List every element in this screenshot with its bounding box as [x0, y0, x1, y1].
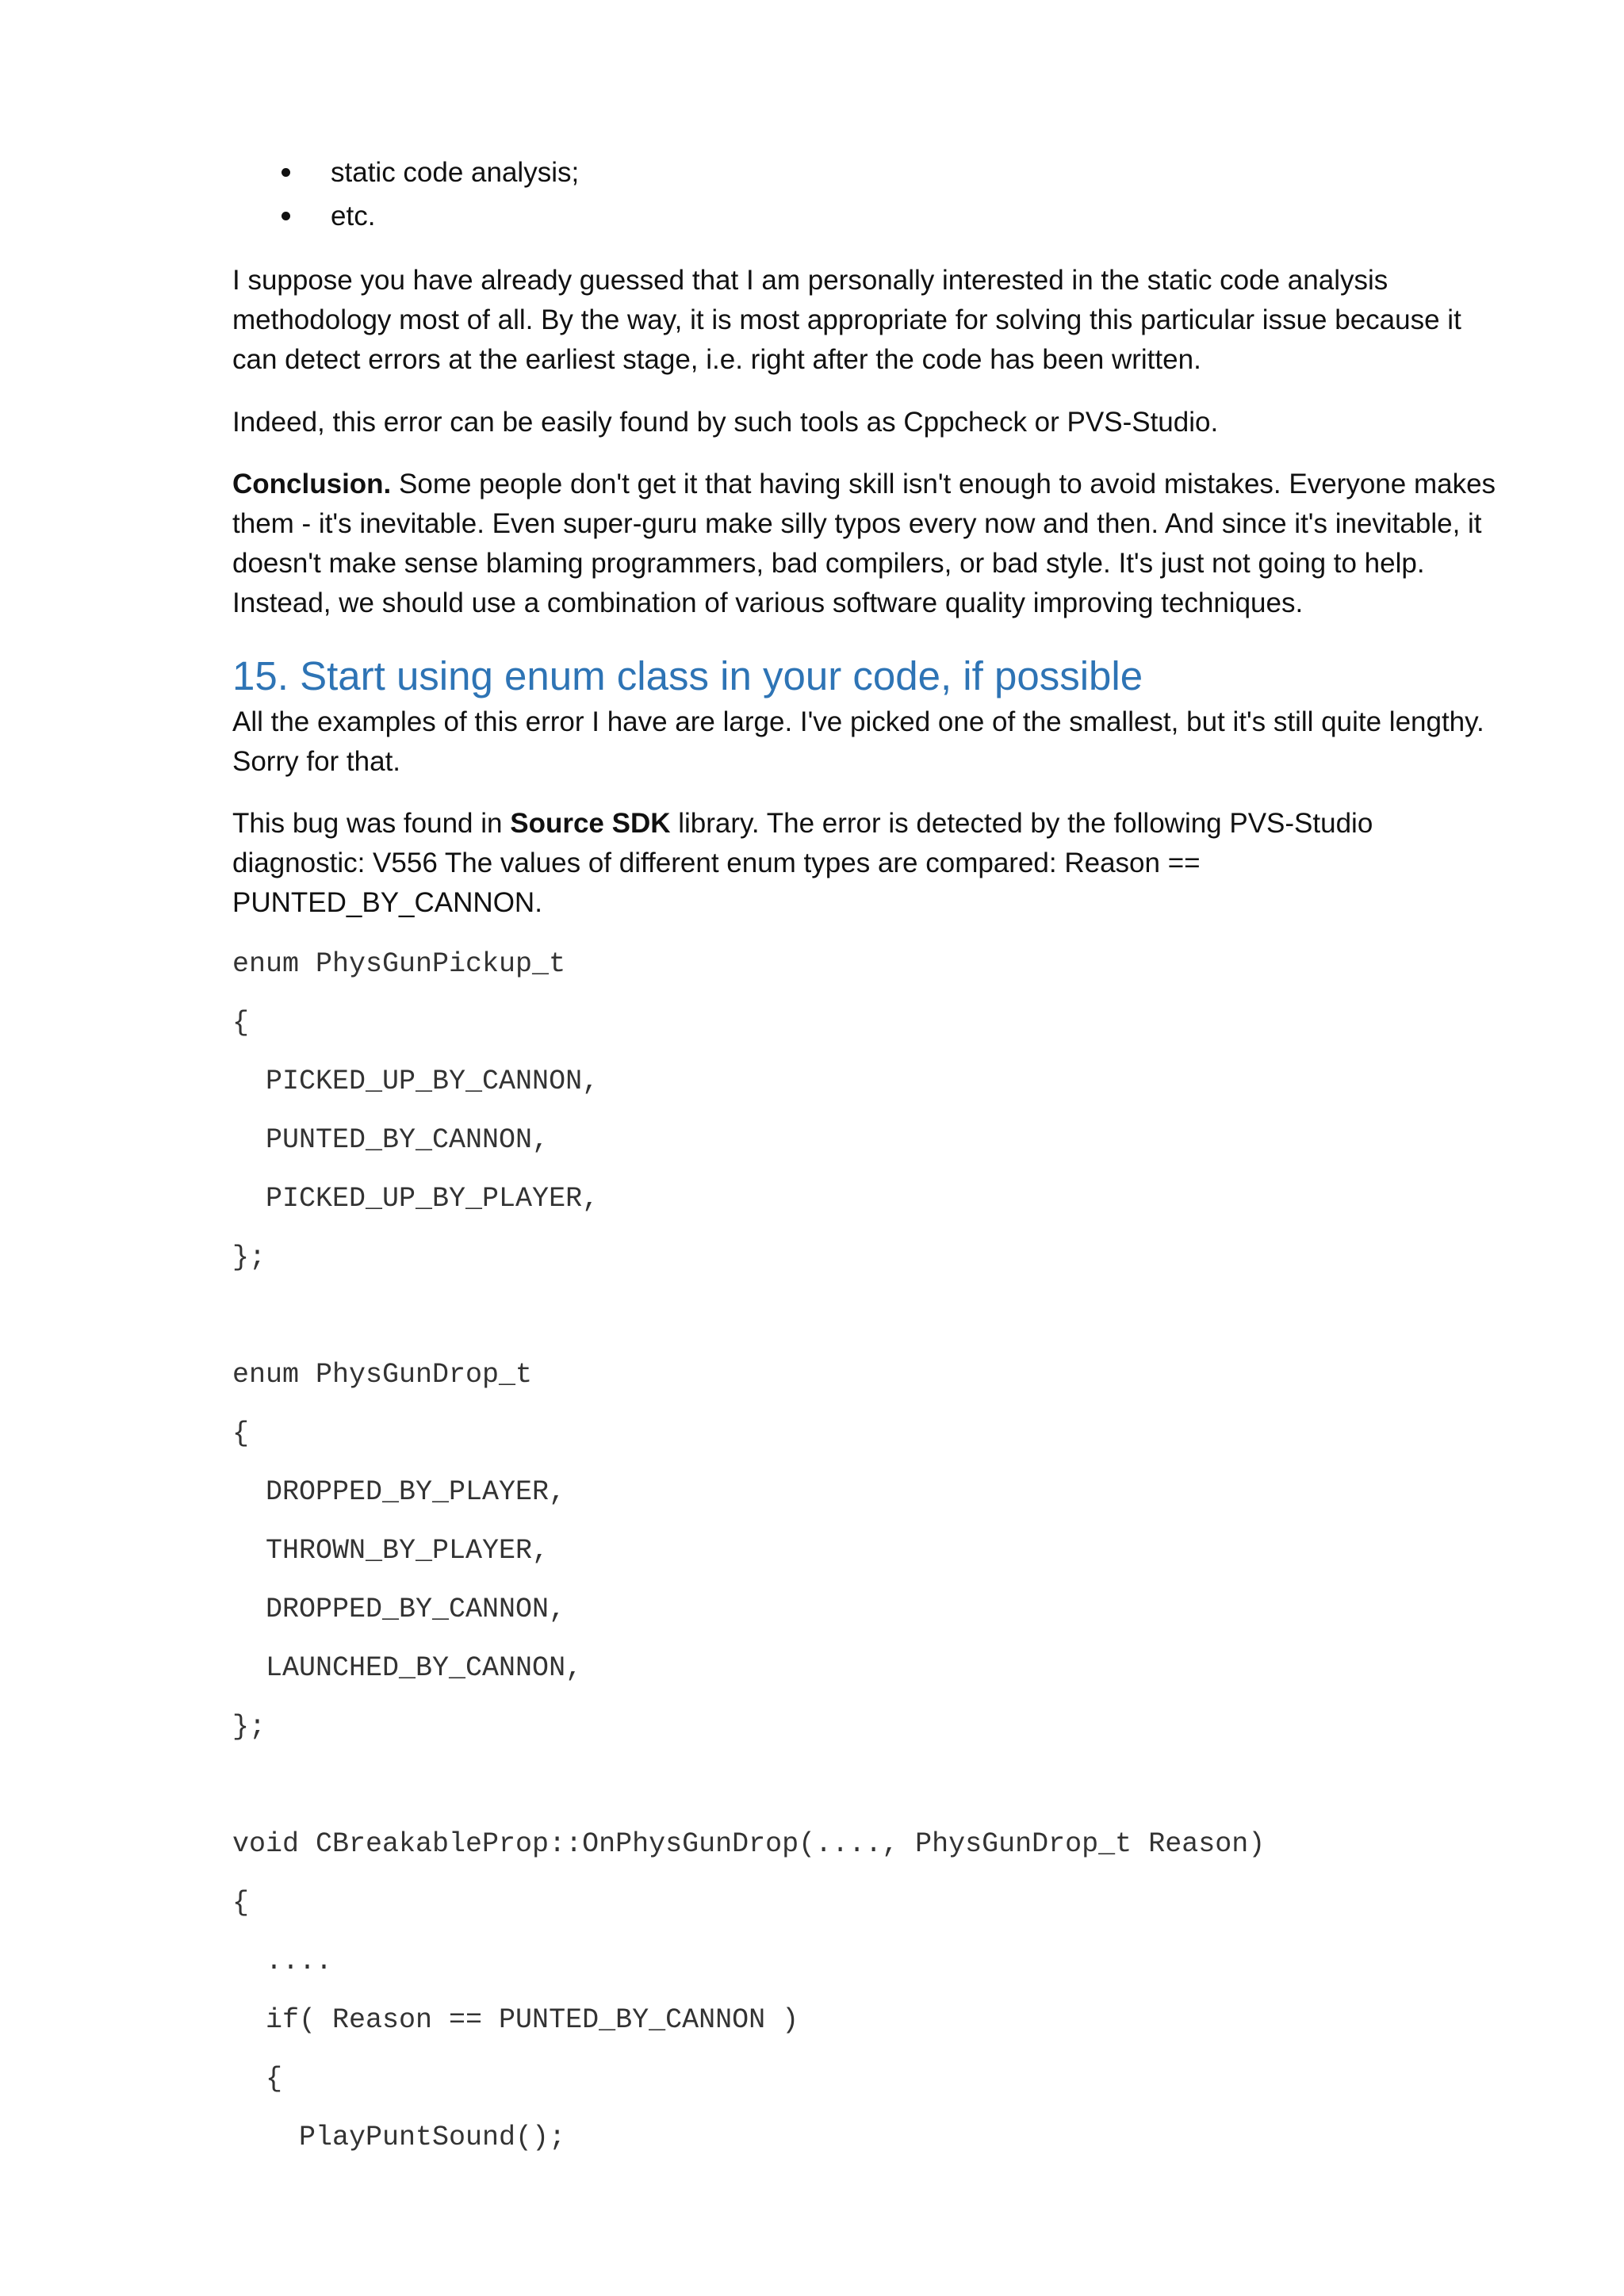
- code-line: PICKED_UP_BY_CANNON,: [232, 1066, 599, 1097]
- code-line: [232, 1762, 1501, 1820]
- conclusion-label: Conclusion.: [232, 469, 392, 499]
- code-line: };: [232, 1711, 266, 1743]
- code-line: };: [232, 1242, 266, 1273]
- library-name: Source SDK: [510, 808, 671, 839]
- paragraph-tools: Indeed, this error can be easily found by such tools as Cppcheck or PVS-Studio.: [232, 407, 1219, 438]
- code-line: enum PhysGunPickup_t: [232, 948, 566, 980]
- code-block: [232, 940, 1501, 2172]
- diagnostic-text: library. The error is detected by the following PVS-Studio diagnostic: V556 The values of different enum types are compared: Reason == PUNTED_BY_CANNON.: [232, 808, 1373, 918]
- code-line: PICKED_UP_BY_PLAYER,: [232, 1183, 599, 1215]
- code-line: THROWN_BY_PLAYER,: [232, 1535, 550, 1567]
- section-heading: 15. Start using enum class in your code, if possible: [232, 653, 1143, 698]
- page-content: [232, 151, 1501, 2172]
- conclusion-text: Some people don't get it that having skill isn't enough to avoid mistakes. Everyone makes them - it's inevitable. Even super-guru make silly typos every now and then. And since it's inevitable, it doesn't make sense blaming programmers, bad compilers, or bad style. It's just not going to help. Instead, we should use a combination of various software quality improving techniques.: [232, 469, 1496, 618]
- code-line: {: [232, 1007, 250, 1039]
- paragraph-bug-source: [232, 804, 1501, 923]
- code-line: [232, 1292, 1501, 1351]
- list-item: [232, 194, 1501, 238]
- code-line: void CBreakableProp::OnPhysGunDrop(...., PhysGunDrop_t Reason): [232, 1828, 1266, 1860]
- code-line: PUNTED_BY_CANNON,: [232, 1124, 550, 1156]
- code-line: ....: [232, 1946, 333, 1977]
- bullet-icon: [282, 212, 290, 220]
- bullet-list: [232, 151, 1501, 238]
- bug-source-text: This bug was found in: [232, 808, 511, 839]
- code-line: LAUNCHED_BY_CANNON,: [232, 1652, 583, 1684]
- code-line: DROPPED_BY_PLAYER,: [232, 1476, 566, 1508]
- list-item-text: etc.: [331, 201, 376, 232]
- bullet-icon: [282, 168, 290, 177]
- list-item-text: static code analysis;: [331, 157, 580, 188]
- code-line: if( Reason == PUNTED_BY_CANNON ): [232, 2004, 799, 2036]
- code-line: PlayPuntSound();: [232, 2122, 566, 2153]
- paragraph-examples: All the examples of this error I have are large. I've picked one of the smallest, but it's still quite lengthy. Sorry for that.: [232, 706, 1484, 777]
- code-line: {: [232, 1418, 250, 1449]
- code-line: DROPPED_BY_CANNON,: [232, 1594, 566, 1625]
- code-line: enum PhysGunDrop_t: [232, 1359, 533, 1391]
- code-line: {: [232, 2063, 283, 2095]
- code-line: {: [232, 1887, 250, 1919]
- paragraph-conclusion: [232, 465, 1501, 623]
- paragraph-static-analysis: I suppose you have already guessed that I am personally interested in the static code analysis methodology most of all. By the way, it is most appropriate for solving this particular issue because it can detect errors at the earliest stage, i.e. right after the code has been written.: [232, 265, 1461, 375]
- list-item: [232, 151, 1501, 194]
